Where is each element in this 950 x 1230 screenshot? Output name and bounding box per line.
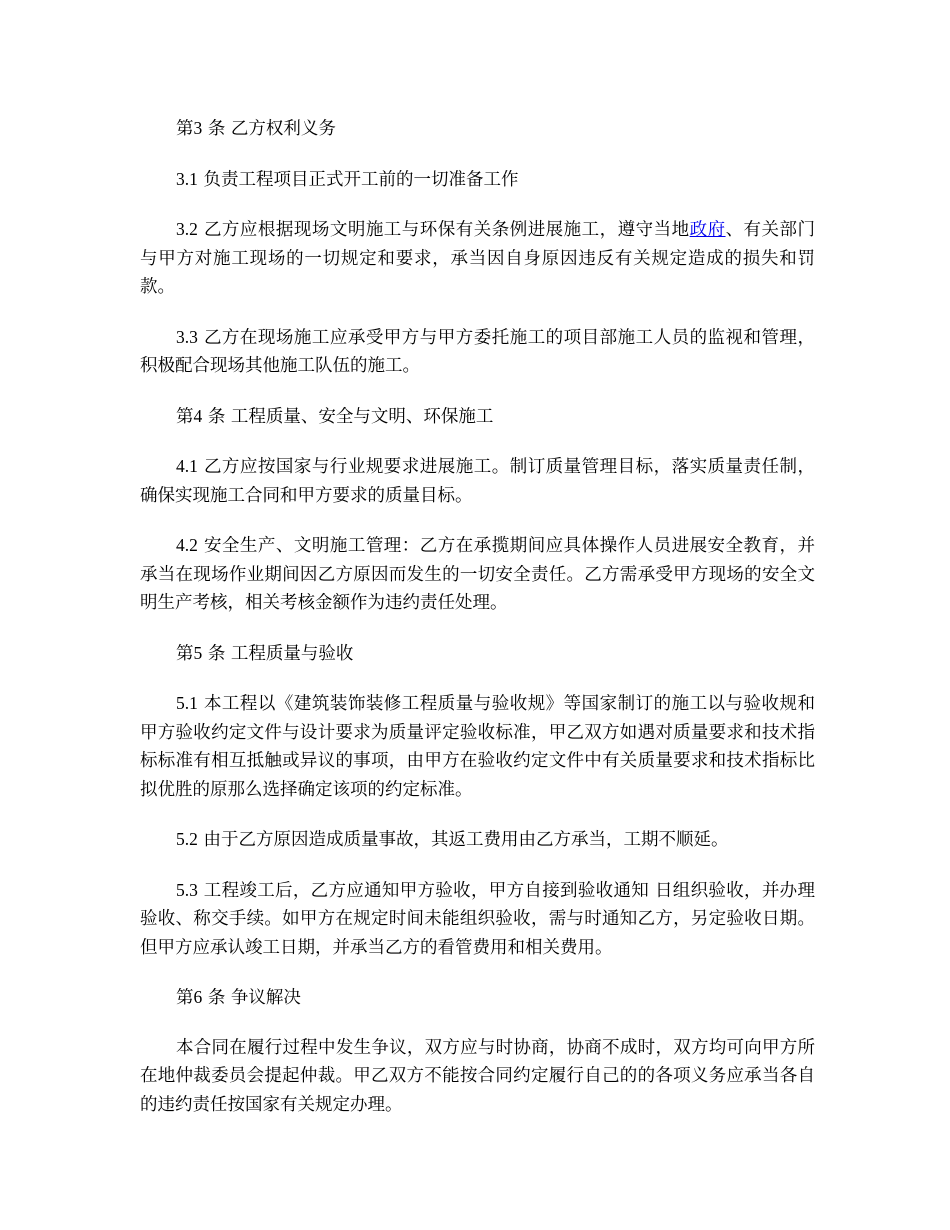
- clause-text: 、有关部门与甲方对施工现场的一切规定和要求，承当因自身原因违反有关规定造成的损失和罚款。: [140, 220, 816, 297]
- clause-text: 乙方应根据现场文明施工与环保有关条例进展施工，遵守当地: [203, 220, 690, 240]
- clause-text: 乙方在现场施工应承受甲方与甲方委托施工的项目部施工人员的监视和管理，积极配合现场其他施工队伍的施工。: [140, 327, 815, 376]
- clause-paragraph: [140, 1034, 815, 1120]
- clause-text: 工程竣工后，乙方应通知甲方验收，甲方自接到验收通知 日组织验收，并办理验收、称交手续。如甲方在规定时间未能组织验收，需与时通知乙方，另定验收日期。但甲方应承认竣工日期，并承当乙方的看管费用和相关费用。: [140, 880, 815, 958]
- clause-paragraph: [140, 215, 815, 302]
- clause-paragraph: [140, 876, 815, 963]
- clause-text: 负责工程项目正式开工前的一切准备工作: [203, 169, 519, 190]
- clause-number: 4.2: [176, 535, 198, 555]
- clause-paragraph: [140, 531, 815, 618]
- clause-number: 3.2: [176, 219, 198, 239]
- section-heading: 第6 条 争议解决: [176, 987, 301, 1008]
- clause-text: 本合同在履行过程中发生争议，双方应与时协商，协商不成时，双方均可向甲方所在地仲裁委员会提起仲裁。甲乙双方不能按合同约定履行自己的的各项义务应承当各自的违约责任按国家有关规定办理。: [140, 1037, 815, 1115]
- clause-paragraph: [140, 689, 815, 804]
- section-heading: 第4 条 工程质量、安全与文明、环保施工: [176, 405, 494, 427]
- clause-paragraph: [140, 825, 815, 855]
- clause-paragraph: [140, 323, 815, 381]
- clause-text: 本工程以《建筑装饰装修工程质量与验收规》等国家制订的施工以与验收规和甲方验收约定文件与设计要求为质量评定验收标准，甲乙双方如遇对质量要求和技术指标标准有相互抵触或异议的事项，由甲方在验收约定文件中有关质量要求和技术指标比拟优胜的原那么选择确定该项的约定标准。: [140, 694, 815, 800]
- clause-number: 3.1: [176, 168, 198, 189]
- clause-paragraph: [140, 165, 815, 195]
- section-heading: 第3 条 乙方权利义务: [176, 118, 336, 139]
- clause-number: 3.3: [176, 326, 198, 347]
- clause-text: 由于乙方原因造成质量事故，其返工费用由乙方承当，工期不顺延。: [203, 830, 729, 850]
- clause-number: 4.1: [176, 456, 198, 476]
- clause-number: 5.2: [176, 829, 198, 849]
- government-link[interactable]: 政府: [689, 220, 726, 240]
- clause-paragraph: [140, 452, 815, 510]
- clause-text: 乙方应按国家与行业规要求进展施工。制订质量管理目标，落实质量责任制，确保实现施工合同和甲方要求的质量目标。: [140, 457, 815, 506]
- clause-text: 安全生产、文明施工管理：乙方在承揽期间应具体操作人员进展安全教育，并承当在现场作业期间因乙方原因而发生的一切安全责任。乙方需承受甲方现场的安全文明生产考核，相关考核金额作为违约责任处理。: [140, 536, 815, 613]
- section-heading: 第5 条 工程质量与验收: [176, 642, 354, 664]
- clause-number: 5.3: [176, 879, 198, 900]
- clause-number: 5.1: [176, 693, 198, 713]
- document-page: [140, 114, 815, 1140]
